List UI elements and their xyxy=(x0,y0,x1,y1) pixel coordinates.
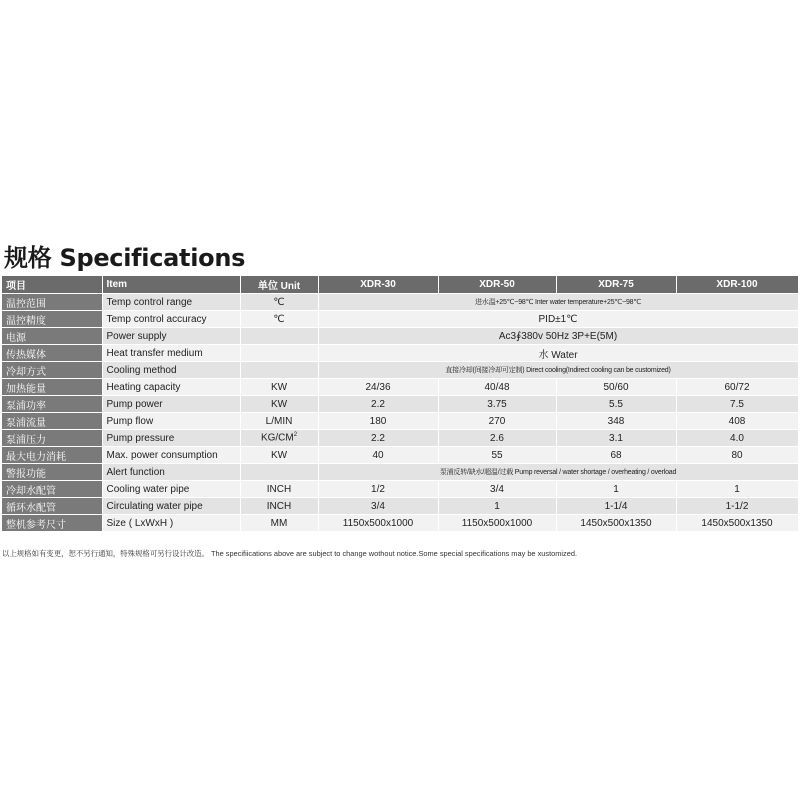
row-value-xdr100: 1-1/2 xyxy=(676,498,798,515)
row-label-en: Max. power consumption xyxy=(102,447,240,464)
row-span-value: Ac3∮380v 50Hz 3P+E(5M) xyxy=(318,328,798,345)
row-label-cn: 循环水配管 xyxy=(2,498,102,515)
row-value-xdr30: 180 xyxy=(318,413,438,430)
row-value-xdr75: 1 xyxy=(556,481,676,498)
row-label-cn: 警报功能 xyxy=(2,464,102,481)
row-label-en: Heating capacity xyxy=(102,379,240,396)
row-label-cn: 传热媒体 xyxy=(2,345,102,362)
row-span-value: 进水温+25℃~98℃ Inter water temperature+25℃~98℃ xyxy=(318,294,798,311)
row-value-xdr75: 50/60 xyxy=(556,379,676,396)
row-label-cn: 泵浦压力 xyxy=(2,430,102,447)
row-value-xdr100: 1 xyxy=(676,481,798,498)
row-unit: ℃ xyxy=(240,294,318,311)
row-label-cn: 最大电力消耗 xyxy=(2,447,102,464)
header-model-3: XDR-75 xyxy=(556,276,676,294)
unit-text: KG/CM xyxy=(260,432,294,444)
header-model-1: XDR-30 xyxy=(318,276,438,294)
row-label-en: Temp control accuracy xyxy=(102,311,240,328)
row-span-value: 直接冷却(间接冷却可定制) Direct cooling(Indirect cooling can be customized) xyxy=(318,362,798,379)
row-label-cn: 温控范围 xyxy=(2,294,102,311)
row-value-xdr100: 80 xyxy=(676,447,798,464)
row-label-cn: 整机参考尺寸 xyxy=(2,515,102,532)
row-value-xdr75: 3.1 xyxy=(556,430,676,447)
spec-table xyxy=(2,276,799,532)
header-model-2: XDR-50 xyxy=(438,276,556,294)
row-value-xdr100: 4.0 xyxy=(676,430,798,447)
row-unit: L/MIN xyxy=(240,413,318,430)
row-value-xdr30: 24/36 xyxy=(318,379,438,396)
row-value-xdr75: 68 xyxy=(556,447,676,464)
row-value-xdr75: 5.5 xyxy=(556,396,676,413)
row-value-xdr50: 1 xyxy=(438,498,556,515)
row-unit: ℃ xyxy=(240,311,318,328)
row-value-xdr50: 3.75 xyxy=(438,396,556,413)
row-value-xdr30: 1150x500x1000 xyxy=(318,515,438,532)
table-row xyxy=(2,396,798,413)
row-value-xdr30: 2.2 xyxy=(318,430,438,447)
table-row xyxy=(2,413,798,430)
table-row xyxy=(2,498,798,515)
row-label-cn: 电源 xyxy=(2,328,102,345)
table-row xyxy=(2,311,798,328)
table-row xyxy=(2,481,798,498)
row-label-en: Alert function xyxy=(102,464,240,481)
row-label-en: Heat transfer medium xyxy=(102,345,240,362)
table-row xyxy=(2,430,798,447)
row-label-en: Pump power xyxy=(102,396,240,413)
row-value-xdr50: 40/48 xyxy=(438,379,556,396)
row-value-xdr75: 348 xyxy=(556,413,676,430)
row-value-xdr50: 270 xyxy=(438,413,556,430)
row-unit: INCH xyxy=(240,481,318,498)
row-value-xdr100: 7.5 xyxy=(676,396,798,413)
row-label-en: Circulating water pipe xyxy=(102,498,240,515)
row-unit xyxy=(240,345,318,362)
table-row xyxy=(2,294,798,311)
row-label-cn: 加热能量 xyxy=(2,379,102,396)
row-value-xdr50: 1150x500x1000 xyxy=(438,515,556,532)
page-title: 规格 Specifications xyxy=(4,244,246,272)
row-span-value: PID±1℃ xyxy=(318,311,798,328)
row-unit: MM xyxy=(240,515,318,532)
header-item: Item xyxy=(102,276,240,294)
row-label-cn: 冷却水配管 xyxy=(2,481,102,498)
row-unit xyxy=(240,328,318,345)
row-label-en: Temp control range xyxy=(102,294,240,311)
row-value-xdr50: 2.6 xyxy=(438,430,556,447)
row-unit: KW xyxy=(240,396,318,413)
row-span-value: 水 Water xyxy=(318,345,798,362)
table-row xyxy=(2,464,798,481)
table-row xyxy=(2,345,798,362)
row-value-xdr50: 55 xyxy=(438,447,556,464)
table-header-row xyxy=(2,276,798,294)
row-unit: KW xyxy=(240,379,318,396)
row-label-en: Cooling method xyxy=(102,362,240,379)
table-row xyxy=(2,328,798,345)
row-value-xdr50: 3/4 xyxy=(438,481,556,498)
header-cn: 项目 xyxy=(2,276,102,294)
row-value-xdr30: 1/2 xyxy=(318,481,438,498)
header-model-4: XDR-100 xyxy=(676,276,798,294)
row-label-en: Size ( LxWxH ) xyxy=(102,515,240,532)
row-value-xdr30: 40 xyxy=(318,447,438,464)
row-value-xdr30: 2.2 xyxy=(318,396,438,413)
row-label-en: Pump flow xyxy=(102,413,240,430)
row-value-xdr30: 3/4 xyxy=(318,498,438,515)
row-label-cn: 冷却方式 xyxy=(2,362,102,379)
row-unit xyxy=(240,362,318,379)
row-unit xyxy=(240,430,318,447)
row-value-xdr100: 1450x500x1350 xyxy=(676,515,798,532)
row-unit: INCH xyxy=(240,498,318,515)
row-label-cn: 泵浦功率 xyxy=(2,396,102,413)
header-unit: 单位 Unit xyxy=(240,276,318,294)
row-value-xdr100: 60/72 xyxy=(676,379,798,396)
row-label-en: Pump pressure xyxy=(102,430,240,447)
row-unit xyxy=(240,464,318,481)
row-span-value: 泵浦反转/缺水/超温/过载 Pump reversal / water shortage / overheating / overload xyxy=(318,464,798,481)
row-label-cn: 泵浦流量 xyxy=(2,413,102,430)
unit-superscript: 2 xyxy=(293,432,298,439)
table-row xyxy=(2,447,798,464)
row-label-en: Cooling water pipe xyxy=(102,481,240,498)
row-value-xdr75: 1450x500x1350 xyxy=(556,515,676,532)
table-row xyxy=(2,379,798,396)
row-unit: KW xyxy=(240,447,318,464)
table-row xyxy=(2,362,798,379)
row-label-en: Power supply xyxy=(102,328,240,345)
table-row xyxy=(2,515,798,532)
row-value-xdr75: 1-1/4 xyxy=(556,498,676,515)
footnote: 以上规格如有变更，恕不另行通知，特殊规格可另行设计改造。 The specifiications above are subject to change wothout notice.Some special specifications may be xustomized. xyxy=(2,549,578,558)
row-label-cn: 温控精度 xyxy=(2,311,102,328)
row-value-xdr100: 408 xyxy=(676,413,798,430)
